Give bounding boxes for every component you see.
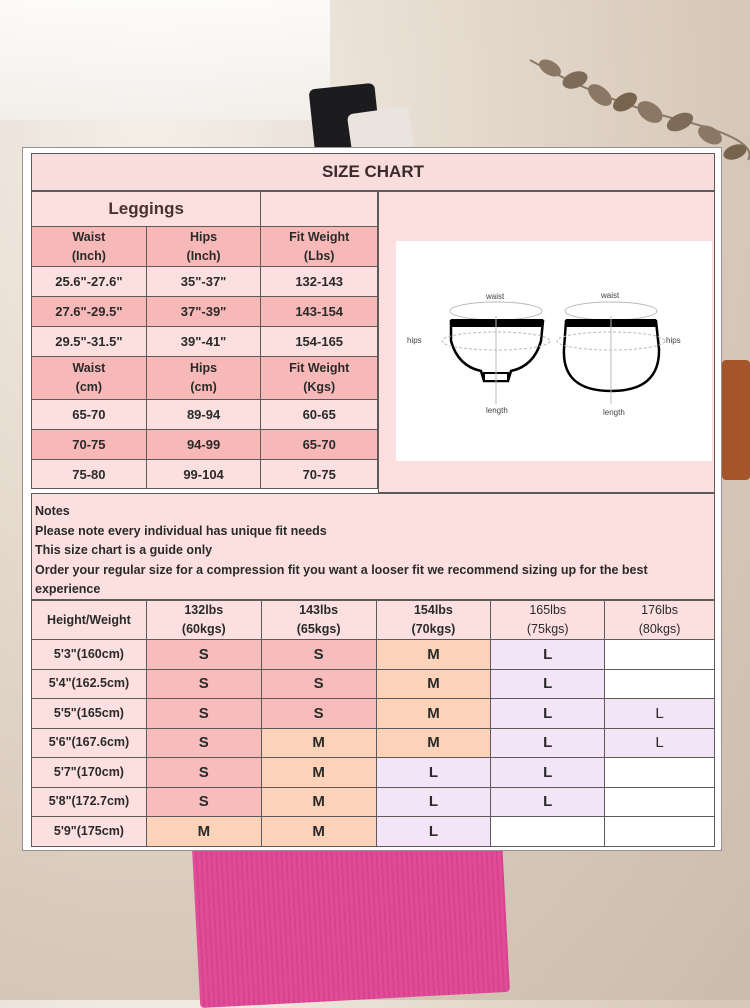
background-window [0,0,330,120]
inch-row [32,297,378,327]
size-cell: S [146,787,261,817]
waist-inch-value: 25.6"-27.6" [32,267,147,297]
weight-header-154: 154lbs (70kgs) [376,601,491,640]
background-wood [722,360,750,480]
size-cell: M [376,640,491,670]
empty-size-cell [605,817,715,847]
size-cell: M [261,787,376,817]
header-weight-kgs: Fit Weight (Kgs) [261,357,378,400]
front-brief-illustration [407,292,550,415]
header-hips-cm: Hips (cm) [146,357,261,400]
cm-row [32,430,378,460]
header-waist-cm: Waist (cm) [32,357,147,400]
size-cell: S [261,640,376,670]
size-cell: M [376,728,491,758]
weight-lbs-value: 132-143 [261,267,378,297]
height-weight-table [31,600,715,847]
empty-size-cell [605,640,715,670]
inch-header-row [32,227,378,267]
height-row [32,640,715,670]
back-length-label: length [603,408,625,417]
weight-header-176: 176lbs (80kgs) [605,601,715,640]
empty-size-cell [605,787,715,817]
measurement-diagram [396,241,712,461]
size-cell: S [261,699,376,729]
weight-kgs-value: 70-75 [261,460,378,489]
front-hips-label: hips [407,336,422,345]
height-label: 5'8"(172.7cm) [32,787,147,817]
notes-line: Please note every individual has unique fit needs [35,523,327,538]
hips-inch-value: 39"-41" [146,327,261,357]
height-row [32,699,715,729]
waist-cm-value: 65-70 [32,400,147,430]
weight-kgs-value: 60-65 [261,400,378,430]
weight-kgs-value: 65-70 [261,430,378,460]
notes-line: This size chart is a guide only [35,543,213,557]
size-cell: L [491,758,605,788]
weight-header-165: 165lbs (75kgs) [491,601,605,640]
weight-lbs-value: 143-154 [261,297,378,327]
weight-header-143: 143lbs (65kgs) [261,601,376,640]
size-cell: L [376,787,491,817]
empty-size-cell [605,669,715,699]
size-cell: M [146,817,261,847]
size-cell: S [146,669,261,699]
size-cell: L [491,699,605,729]
leggings-title-spacer [261,192,378,227]
empty-size-cell [491,817,605,847]
front-waist-label: waist [486,292,505,301]
empty-size-cell [605,758,715,788]
waist-cm-value: 70-75 [32,430,147,460]
size-cell: L [605,728,715,758]
size-cell: L [376,758,491,788]
height-weight-body [32,640,715,847]
cm-row [32,400,378,430]
height-row [32,728,715,758]
waist-cm-value: 75-80 [32,460,147,489]
height-row [32,787,715,817]
leggings-table [31,191,378,489]
waist-inch-value: 29.5"-31.5" [32,327,147,357]
height-label: 5'9"(175cm) [32,817,147,847]
hips-cm-value: 89-94 [146,400,261,430]
size-cell: M [261,728,376,758]
cm-row [32,460,378,489]
background-pink-garment [192,832,510,1008]
weight-header-row [32,601,715,640]
weight-header-132: 132lbs (60kgs) [146,601,261,640]
notes-section [31,493,715,600]
size-cell: S [146,640,261,670]
header-weight-lbs: Fit Weight (Lbs) [261,227,378,267]
inch-row [32,327,378,357]
hips-cm-value: 99-104 [146,460,261,489]
height-label: 5'5"(165cm) [32,699,147,729]
size-cell: S [146,728,261,758]
front-length-label: length [486,406,508,415]
notes-heading: Notes [35,504,70,518]
inch-row [32,267,378,297]
hips-inch-value: 37"-39" [146,297,261,327]
size-cell: M [261,758,376,788]
size-cell: S [146,699,261,729]
size-cell: L [376,817,491,847]
chart-title: SIZE CHART [31,153,715,191]
height-row [32,669,715,699]
size-cell: S [261,669,376,699]
size-cell: L [605,699,715,729]
size-cell: L [491,787,605,817]
size-cell: M [376,669,491,699]
size-cell: L [491,728,605,758]
hips-cm-value: 94-99 [146,430,261,460]
back-waist-label: waist [601,291,620,300]
size-cell: L [491,640,605,670]
size-cell: M [261,817,376,847]
weight-lbs-value: 154-165 [261,327,378,357]
back-brief-illustration [557,291,681,417]
size-cell: L [491,669,605,699]
size-chart [22,147,722,851]
height-label: 5'4"(162.5cm) [32,669,147,699]
height-weight-corner: Height/Weight [32,601,147,640]
waist-inch-value: 27.6"-29.5" [32,297,147,327]
leggings-title: Leggings [32,192,261,227]
back-hips-label: hips [666,336,681,345]
height-label: 5'7"(170cm) [32,758,147,788]
height-row [32,817,715,847]
height-row [32,758,715,788]
size-cell: S [146,758,261,788]
notes-line: Order your regular size for a compression fit you want a looser fit we recommend sizing up for the best experience [35,562,648,596]
header-hips-inch: Hips (Inch) [146,227,261,267]
height-label: 5'6"(167.6cm) [32,728,147,758]
hips-inch-value: 35"-37" [146,267,261,297]
height-label: 5'3"(160cm) [32,640,147,670]
size-cell: M [376,699,491,729]
header-waist-inch: Waist (Inch) [32,227,147,267]
measurement-diagram-cell [378,191,715,493]
cm-header-row [32,357,378,400]
